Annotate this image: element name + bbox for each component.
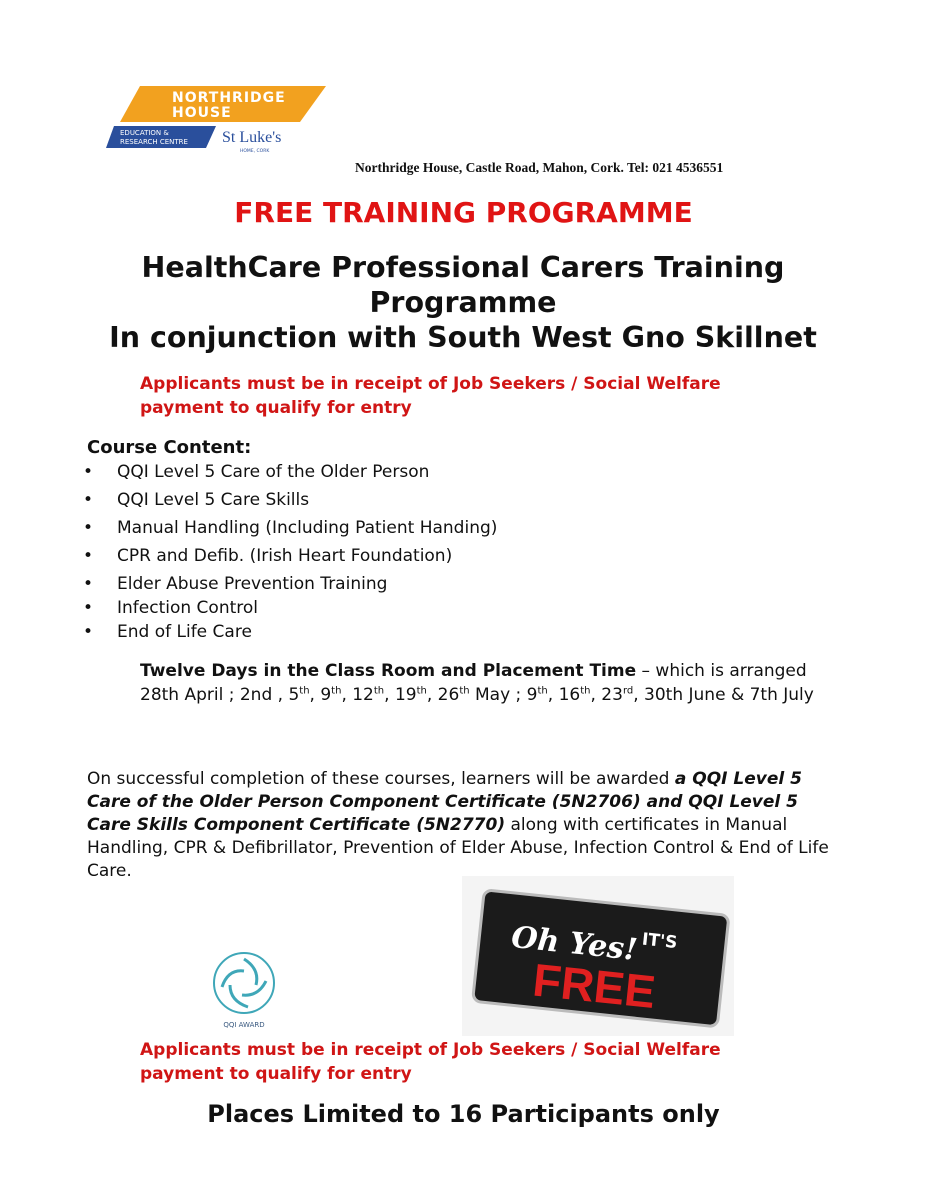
completion-intro: On successful completion of these courses, learners will be awarded bbox=[87, 769, 675, 789]
logo-sub2: RESEARCH CENTRE bbox=[120, 138, 188, 146]
eligibility-notice-top: Applicants must be in receipt of Job Seekers / Social Welfare payment to qualify for entry bbox=[140, 374, 721, 418]
qqi-award-logo bbox=[200, 945, 288, 1033]
page-title bbox=[60, 250, 866, 355]
logo-sub1: EDUCATION & bbox=[120, 129, 169, 137]
places-limited-footer: Places Limited to 16 Participants only bbox=[207, 1100, 720, 1128]
eligibility-notice-bottom: Applicants must be in receipt of Job Seekers / Social Welfare payment to qualify for entry bbox=[140, 1040, 721, 1084]
qqi-award-label: QQI AWARD bbox=[223, 1021, 265, 1029]
free-image-free: FREE bbox=[530, 953, 658, 1019]
completion-paragraph bbox=[87, 768, 837, 883]
logo-partner: St Luke's bbox=[222, 129, 282, 146]
list-item: • QQI Level 5 Care of the Older Person bbox=[87, 460, 497, 484]
address-line: Northridge House, Castle Road, Mahon, Cork. Tel: 021 4536551 bbox=[355, 160, 724, 175]
course-content-list bbox=[87, 460, 497, 644]
list-item: • QQI Level 5 Care Skills bbox=[87, 488, 497, 512]
course-content-label: Course Content: bbox=[87, 437, 252, 458]
headline: FREE TRAINING PROGRAMME bbox=[234, 196, 693, 229]
list-item: • End of Life Care bbox=[87, 620, 497, 644]
logo-line1: NORTHRIDGE bbox=[172, 90, 286, 106]
list-item: • CPR and Defib. (Irish Heart Foundation) bbox=[87, 544, 497, 568]
northridge-logo bbox=[100, 82, 330, 162]
list-item: • Manual Handling (Including Patient Handing) bbox=[87, 516, 497, 540]
logo-line2: HOUSE bbox=[172, 105, 232, 121]
list-item: • Infection Control bbox=[87, 596, 497, 620]
completion-outro: along with certificates in Manual Handling, CPR & Defibrillator, Prevention of Elder Abuse, Infection Control & End of Life Care. bbox=[87, 815, 829, 881]
schedule-dates: 28th April ; 2nd , 5th, 9th, 12th, 19th, 26th May ; 9th, 16th, 23rd, 30th June & 7th July bbox=[140, 684, 814, 705]
schedule-block bbox=[140, 660, 840, 707]
oh-yes-free-image bbox=[462, 876, 734, 1036]
logo-partner-sub: HOME, CORK bbox=[240, 149, 270, 154]
list-item: • Elder Abuse Prevention Training bbox=[87, 572, 497, 596]
title-line-3: In conjunction with South West Gno Skillnet bbox=[109, 321, 817, 354]
free-image-line1: Oh Yes! bbox=[509, 919, 639, 968]
schedule-heading: Twelve Days in the Class Room and Placement Time bbox=[140, 661, 637, 681]
schedule-rest: – which is arranged bbox=[636, 661, 807, 681]
free-image-its: IT'S bbox=[640, 929, 679, 954]
completion-certificates: a QQI Level 5 Care of the Older Person Component Certificate (5N2706) and QQI Level 5 Care Skills Component Certificate (5N2770) bbox=[87, 769, 802, 835]
title-line-2: Programme bbox=[369, 286, 557, 319]
title-line-1: HealthCare Professional Carers Training bbox=[141, 251, 785, 284]
